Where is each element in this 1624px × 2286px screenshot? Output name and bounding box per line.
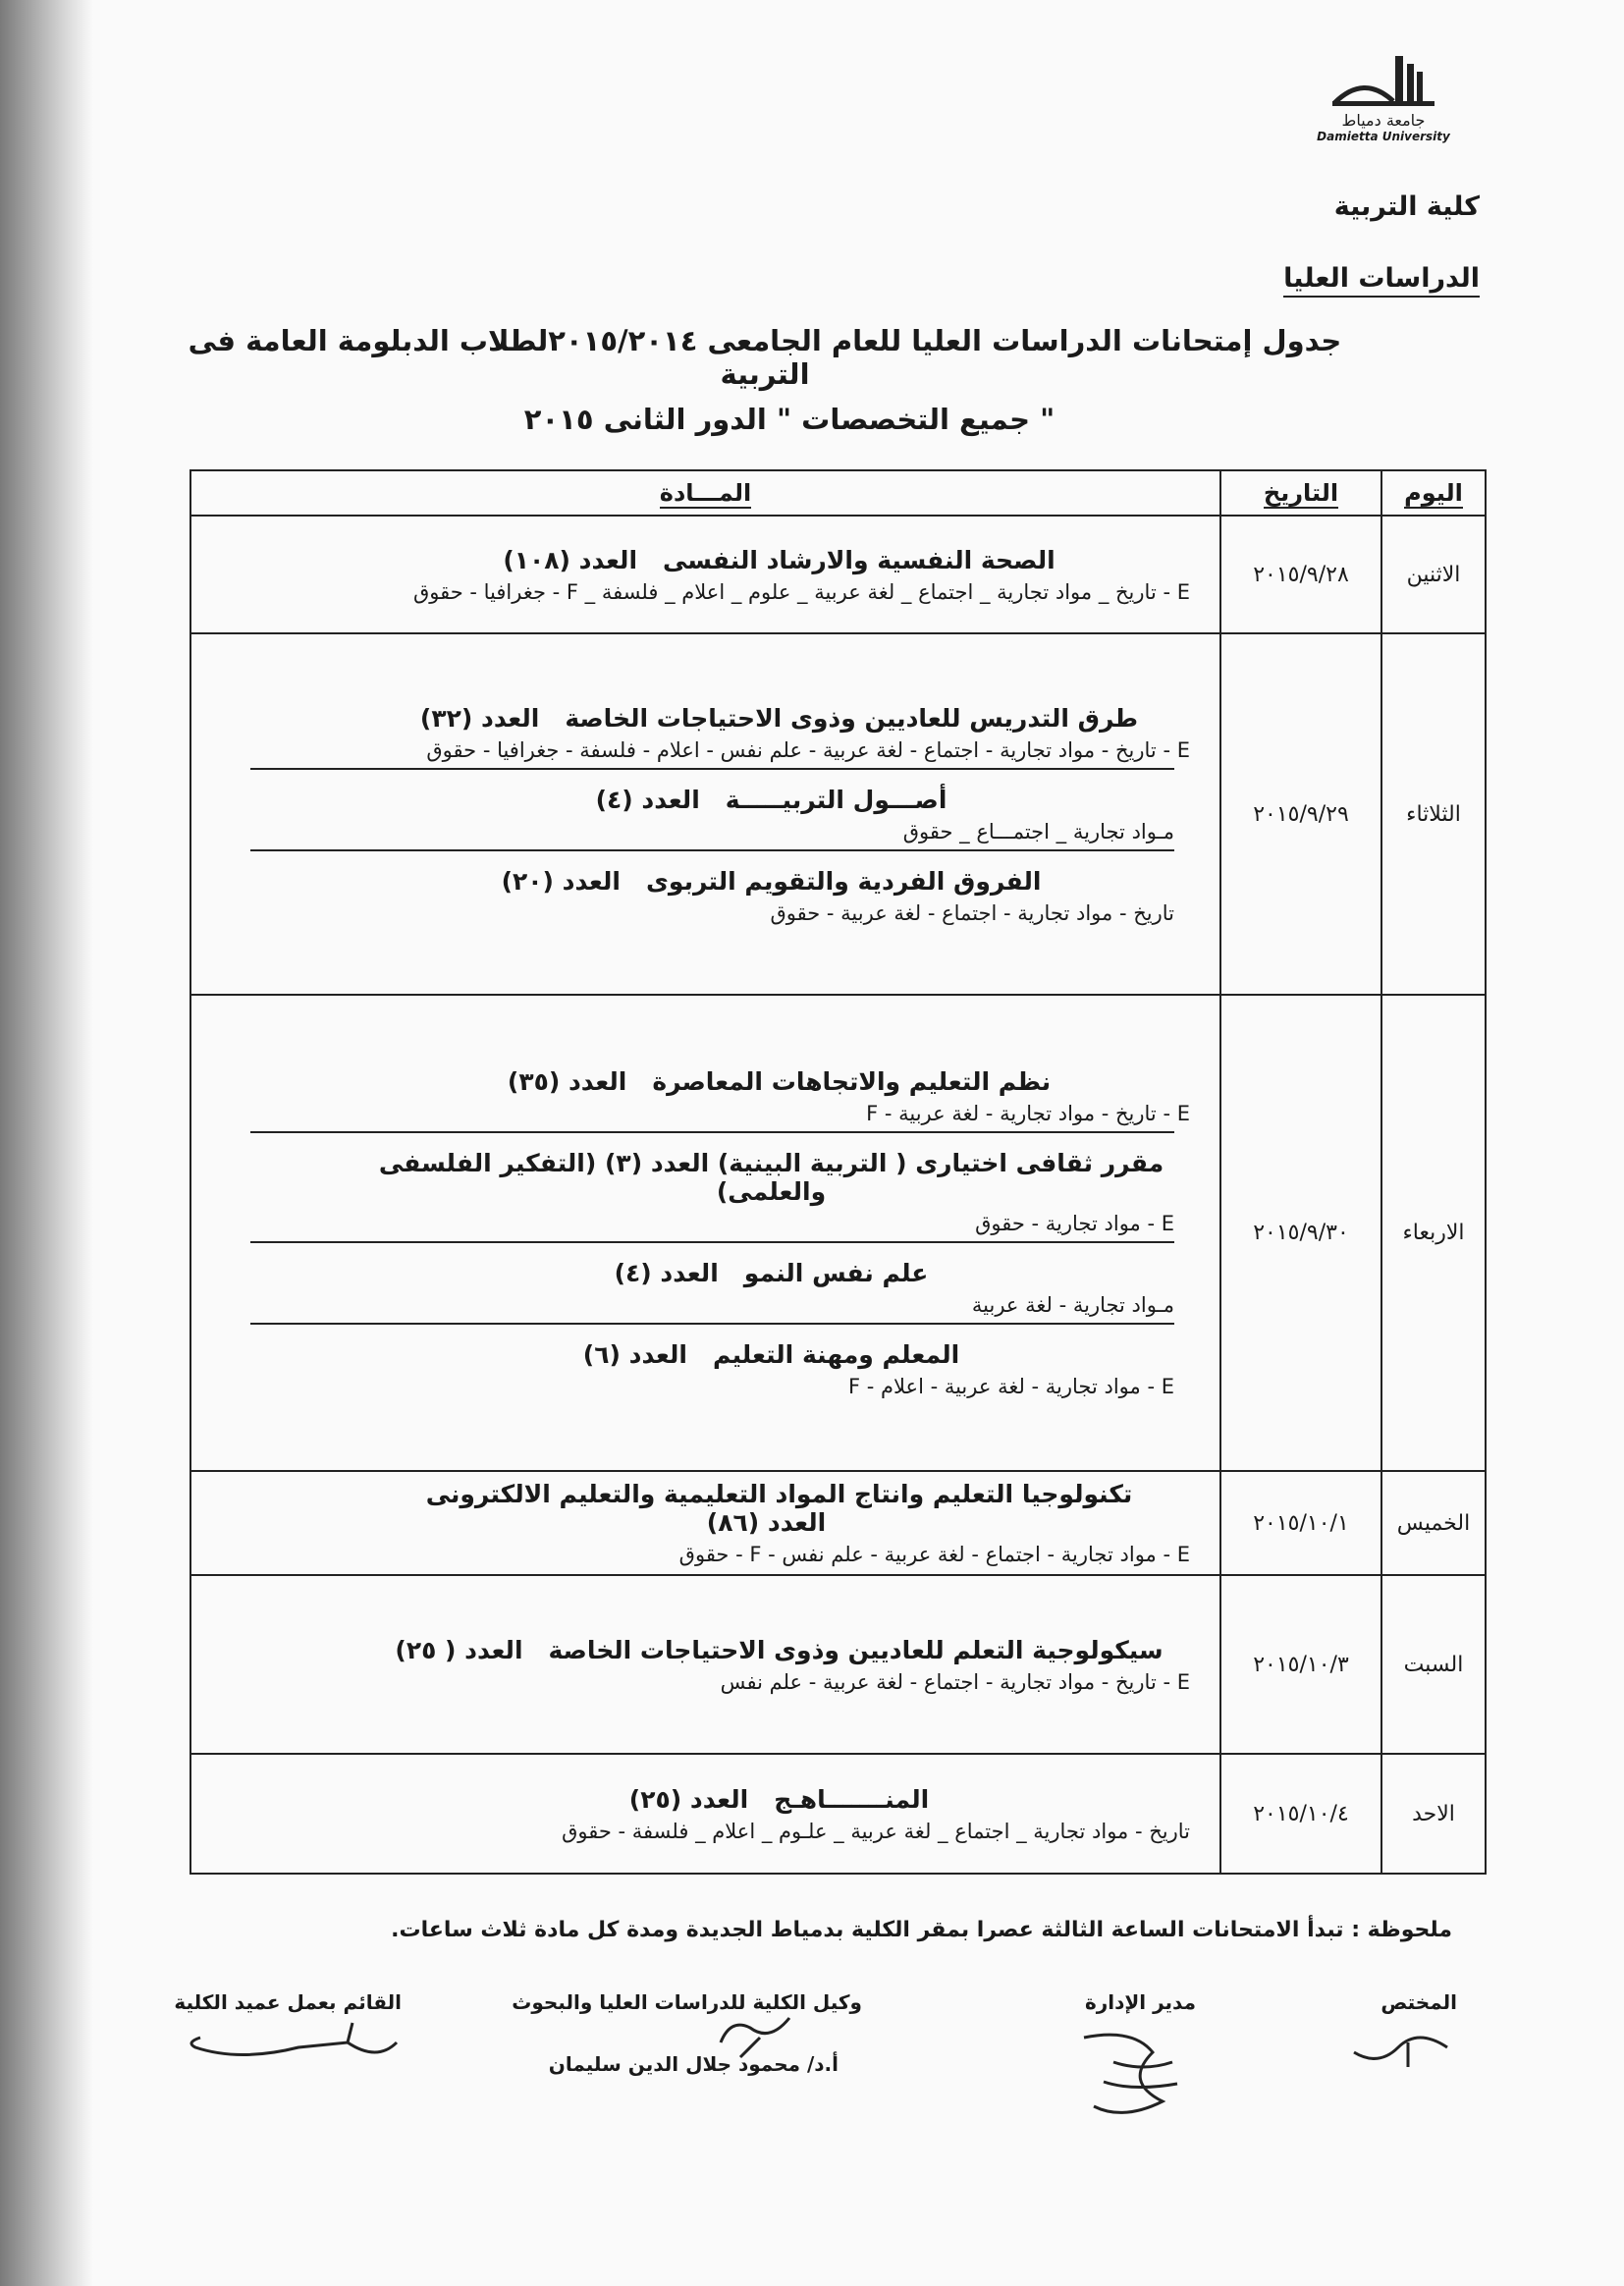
subject-name: أصـــول التربيـــــة (725, 785, 947, 814)
date-cell: ٢٠١٥/٩/٢٩ (1220, 633, 1381, 995)
day-cell: الاربعاء (1381, 995, 1486, 1471)
day-cell: الثلاثاء (1381, 633, 1486, 995)
student-count: العدد (٨٦) (706, 1508, 827, 1537)
subject-name: علم نفس النمو (743, 1259, 929, 1287)
specializations-list: مـواد تجارية _ اجتمـــاع _ حقوق (902, 819, 1174, 844)
specializations-list: E - مواد تجارية - اجتماع - لغة عربية - علم نفس - F - حقوق (678, 1543, 1190, 1566)
specializations-list: E - تاريخ - مواد تجارية - اجتماع - لغة عربية - علم نفس (720, 1669, 1190, 1694)
exam-time-note: ملحوظة : تبدأ الامتحانات الساعة الثالثة عصرا بمقر الكلية بدمياط الجديدة ومدة كل مادة ثلاث ساعات. (391, 1918, 1452, 1942)
subject-block (250, 1779, 1190, 1849)
date-cell: ٢٠١٥/١٠/٤ (1220, 1754, 1381, 1874)
scan-shadow-edge (0, 0, 93, 2286)
subject-title-line (250, 1785, 1190, 1814)
specializations-list: تاريخ - مواد تجارية - اجتماع - لغة عربية - حقوق (770, 900, 1174, 925)
student-count: العدد (٢٥) (628, 1784, 749, 1814)
subject-title-line (250, 1340, 1174, 1369)
subject-name: نظم التعليم والاتجاهات المعاصرة (652, 1067, 1052, 1096)
day-cell: الخميس (1381, 1471, 1486, 1575)
subject-block (250, 540, 1190, 610)
logo-english-text: Damietta University (1317, 130, 1450, 143)
student-count: العدد (٣٥) (507, 1067, 627, 1096)
subject-name: المنـــــــاهـج (774, 1784, 930, 1814)
subject-block (250, 698, 1190, 768)
date-cell: ٢٠١٥/١٠/١ (1220, 1471, 1381, 1575)
date-cell: ٢٠١٥/٩/٣٠ (1220, 995, 1381, 1471)
subjects-cell (190, 1754, 1220, 1874)
table-row (190, 1754, 1486, 1874)
table-row (190, 516, 1486, 633)
specializations-list: E - تاريخ - مواد تجارية - اجتماع - لغة عربية - علم نفس - اعلام - فلسفة - جغرافيا - حقوق (426, 737, 1190, 762)
subject-name: الصحة النفسية والارشاد النفسى (663, 545, 1056, 574)
subject-title-line (250, 546, 1190, 574)
specialist-signature-mark (1339, 2018, 1457, 2077)
signature-admin-director: مدير الإدارة (1084, 1990, 1196, 2014)
table-header-row (190, 470, 1486, 516)
signature-acting-dean: القائم بعمل عميد الكلية (174, 1990, 402, 2014)
university-emblem-icon (1325, 54, 1442, 115)
schedule-title: جدول إمتحانات الدراسات العليا للعام الجامعى ٢٠١٥/٢٠١٤لطلاب الدبلومة العامة فى التربية (188, 324, 1342, 391)
subject-block (250, 849, 1174, 931)
specializations-list: E - تاريخ - مواد تجارية - لغة عربية - F (866, 1102, 1190, 1125)
subject-block (250, 1241, 1174, 1323)
subject-name: مقرر ثقافى اختيارى ( التربية البينية) العدد (٣) (التفكير الفلسفى والعلمى) (378, 1149, 1164, 1206)
table-row (190, 1575, 1486, 1754)
subject-block (250, 1061, 1190, 1131)
subject-name: الفروق الفردية والتقويم التربوى (646, 866, 1042, 896)
subject-title-line (250, 1480, 1190, 1537)
subject-title-line (250, 1259, 1174, 1287)
table-row (190, 995, 1486, 1471)
subject-title-line (250, 786, 1174, 814)
subject-block (250, 1323, 1174, 1404)
schedule-subtitle: " جميع التخصصات " الدور الثانى ٢٠١٥ (523, 403, 1056, 436)
subject-name: طرق التدريس للعاديين وذوى الاحتياجات الخاصة (565, 703, 1139, 733)
signature-specialist: المختص (1380, 1990, 1457, 2014)
vice-dean-name: أ.د/ محمود جلال الدين سليمان (548, 2052, 839, 2076)
date-cell: ٢٠١٥/٩/٢٨ (1220, 516, 1381, 633)
date-cell: ٢٠١٥/١٠/٣ (1220, 1575, 1381, 1754)
exam-schedule-table (189, 469, 1487, 1875)
subject-block (250, 1131, 1174, 1241)
subjects-cell (190, 1471, 1220, 1575)
signature-vice-dean: وكيل الكلية للدراسات العليا والبحوث (512, 1990, 862, 2014)
day-cell: الاحد (1381, 1754, 1486, 1874)
subject-block (250, 1474, 1190, 1572)
subject-title-line (250, 1067, 1190, 1096)
subjects-cell (190, 1575, 1220, 1754)
specializations-list: تاريخ - مواد تجارية _ اجتماع _ لغة عربية _ علـوم _ اعلام _ فلسفة - حقوق (562, 1819, 1190, 1843)
director-signature-mark (1064, 2023, 1192, 2131)
student-count: العدد (٤) (614, 1259, 719, 1287)
subject-name: تكنولوجيا التعليم وانتاج المواد التعليمية والتعليم الالكترونى (425, 1480, 1133, 1508)
student-count: العدد ( ٢٥) (395, 1635, 523, 1664)
university-logo (1290, 54, 1477, 162)
subject-name: سيكولوجية التعلم للعاديين وذوى الاحتياجات الخاصة (548, 1635, 1164, 1664)
department-name: الدراسات العليا (1283, 263, 1480, 298)
subject-block (250, 1630, 1190, 1700)
day-cell: الاثنين (1381, 516, 1486, 633)
header-day: اليوم (1381, 470, 1486, 516)
subjects-cell (190, 995, 1220, 1471)
specializations-list: E - مواد تجارية - حقوق (975, 1212, 1174, 1235)
header-date: التاريخ (1220, 470, 1381, 516)
subjects-cell (190, 516, 1220, 633)
subject-title-line (250, 704, 1190, 733)
header-subject: المـــادة (190, 470, 1220, 516)
faculty-name: كلية التربية (1333, 191, 1480, 222)
student-count: العدد (٤) (595, 785, 700, 814)
specializations-list: E - تاريخ _ مواد تجارية _ اجتماع _ لغة عربية _ علوم _ اعلام _ فلسفة _ F - جغرافيا - حقوق (412, 579, 1190, 604)
dean-signature-mark (181, 2013, 406, 2072)
specializations-list: E - مواد تجارية - لغة عربية - اعلام - F (847, 1375, 1174, 1398)
table-row (190, 633, 1486, 995)
student-count: العدد (٢٠) (501, 866, 621, 896)
student-count: العدد (٦) (582, 1340, 687, 1369)
subject-title-line (250, 867, 1174, 896)
student-count: العدد (٣٢) (419, 703, 540, 733)
subject-title-line (250, 1636, 1190, 1664)
subject-title-line (250, 1149, 1174, 1206)
specializations-list: مـواد تجارية - لغة عربية (971, 1293, 1174, 1317)
logo-arabic-text: جامعة دمياط (1341, 111, 1426, 130)
student-count: العدد (١٠٨) (503, 545, 638, 574)
subject-block (250, 768, 1174, 849)
subjects-cell (190, 633, 1220, 995)
table-row (190, 1471, 1486, 1575)
vice-dean-signature-mark (701, 2003, 809, 2062)
subject-name: المعلم ومهنة التعليم (712, 1340, 960, 1369)
day-cell: السبت (1381, 1575, 1486, 1754)
